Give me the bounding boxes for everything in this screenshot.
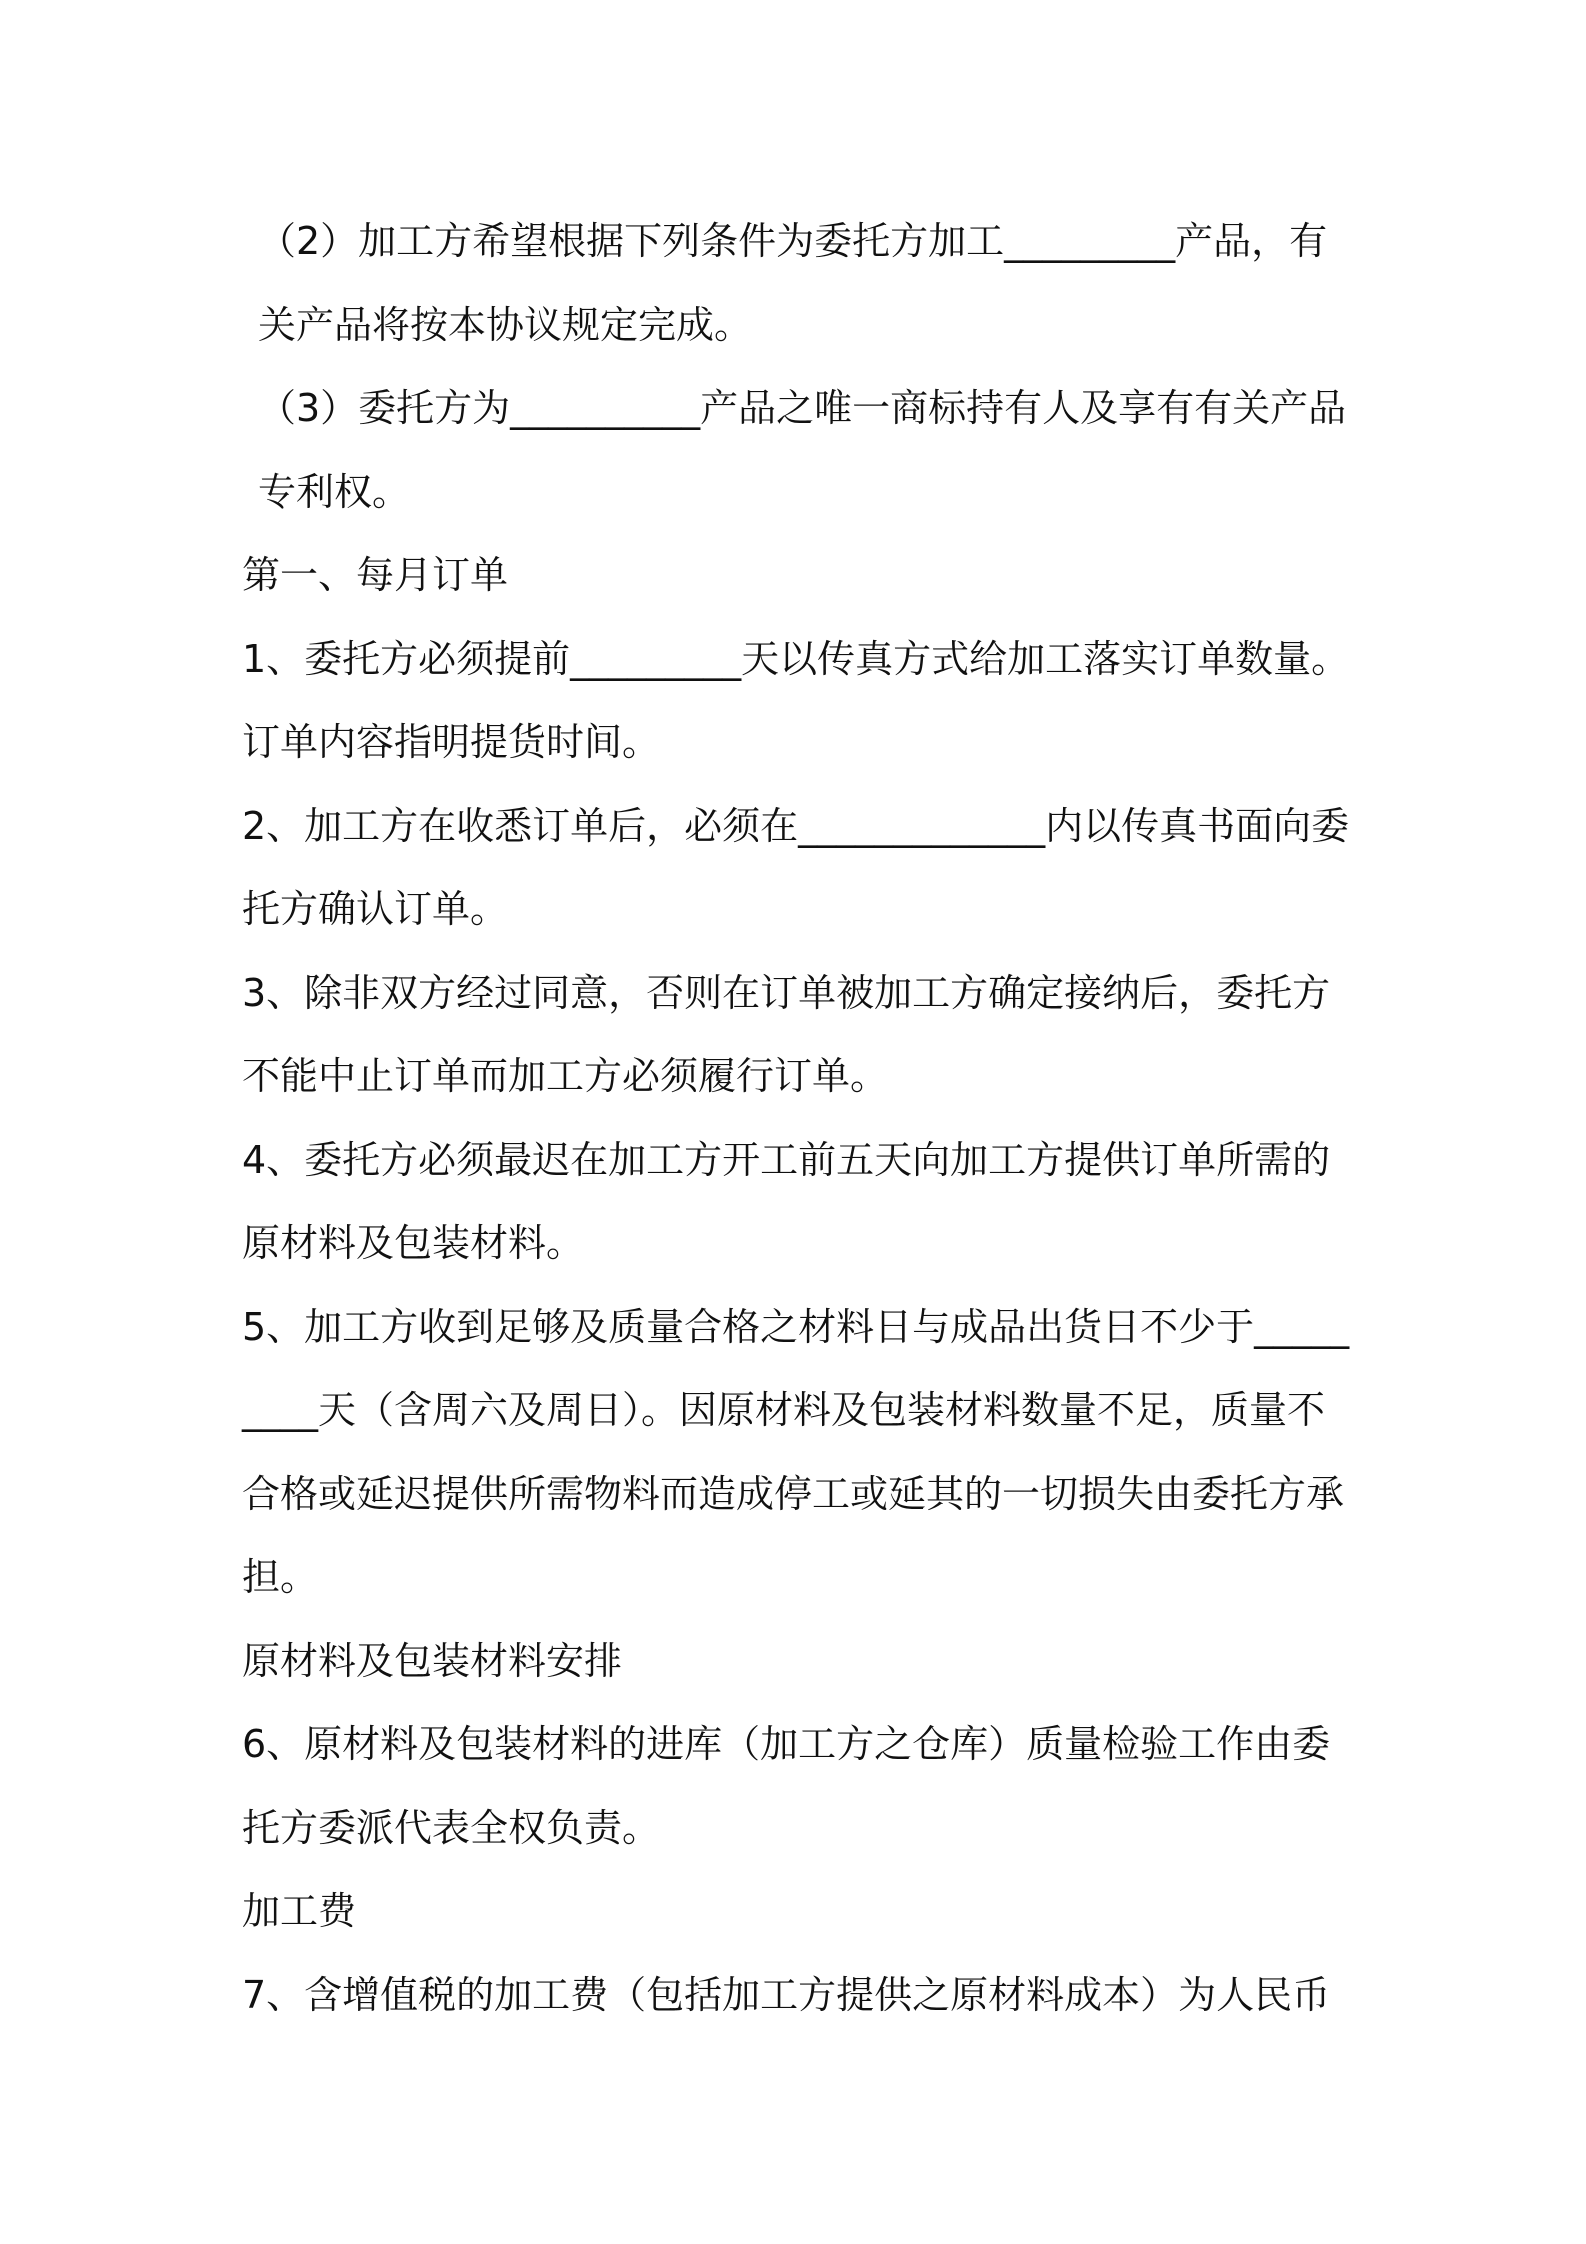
- clause-6: 6、原材料及包装材料的进库（加工方之仓库）质量检验工作由委托方委派代表全权负责。: [242, 1722, 1331, 1850]
- document-body: [242, 200, 1352, 2037]
- paragraph-item-2: （2）加工方希望根据下列条件为委托方加工_________产品，有关产品将按本协议规定完成。: [258, 219, 1328, 347]
- clause-4: 4、委托方必须最迟在加工方开工前五天向加工方提供订单所需的原材料及包装材料。: [242, 1137, 1331, 1265]
- clause-3: 3、除非双方经过同意，否则在订单被加工方确定接纳后，委托方不能中止订单而加工方必须履行订单。: [242, 970, 1331, 1098]
- section-heading-processing-fee: 加工费: [242, 1889, 357, 1933]
- paragraph-item-3: （3）委托方为__________产品之唯一商标持有人及享有有关产品专利权。: [258, 386, 1347, 514]
- clause-2: 2、加工方在收悉订单后，必须在_____________内以传真书面向委托方确认订单。: [242, 803, 1350, 931]
- section-heading-monthly-orders: 第一、每月订单: [242, 553, 509, 597]
- clause-5: 5、加工方收到足够及质量合格之材料日与成品出货日不少于_________天（含周六及周日）。因原材料及包装材料数量不足，质量不合格或延迟提供所需物料而造成停工或延其的一切损失由委托方承担。: [242, 1304, 1350, 1599]
- section-heading-materials: 原材料及包装材料安排: [242, 1638, 623, 1683]
- clause-1: 1、委托方必须提前_________天以传真方式给加工落实订单数量。订单内容指明提货时间。: [242, 636, 1350, 764]
- clause-7: 7、含增值税的加工费（包括加工方提供之原材料成本）为人民币: [242, 1972, 1331, 2017]
